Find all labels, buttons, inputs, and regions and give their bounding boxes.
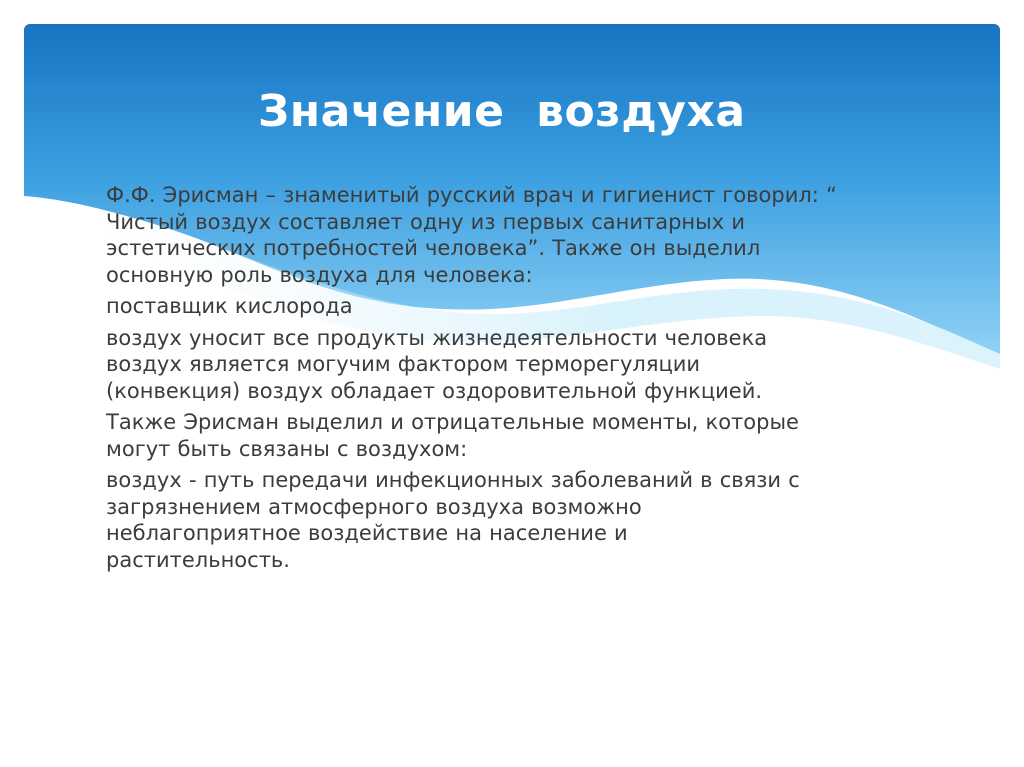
text-line: Чистый воздух составляет одну из первых санитарных и bbox=[106, 209, 745, 234]
text-line: воздух является могучим фактором терморегуляции bbox=[106, 352, 701, 376]
text-line: основную роль воздуха для человека: bbox=[106, 262, 533, 287]
slide-body bbox=[106, 182, 976, 578]
paragraph-negative-moments bbox=[106, 409, 976, 462]
text-line: поставщик кислорода bbox=[106, 294, 353, 318]
slide-title: Значение воздуха bbox=[258, 86, 746, 137]
text-line: Ф.Ф. Эрисман – знаменитый русский врач и гигиенист говорил: “ bbox=[106, 183, 837, 207]
text-line: загрязнением атмосферного воздуха возможно bbox=[106, 494, 642, 519]
paragraph-oxygen bbox=[106, 293, 976, 320]
text-line: растительность. bbox=[106, 547, 290, 572]
text-line: могут быть связаны с воздухом: bbox=[106, 436, 468, 461]
text-line: воздух - путь передачи инфекционных заболеваний в связи с bbox=[106, 468, 800, 492]
text-line: неблагоприятное воздействие на население и bbox=[106, 521, 628, 545]
paragraph-infection bbox=[106, 467, 976, 573]
text-line: (конвекция) воздух обладает оздоровительной функцией. bbox=[106, 378, 763, 403]
text-line: эстетических потребностей человека”. Также он выделил bbox=[106, 236, 761, 260]
paragraph-air-functions bbox=[106, 325, 976, 405]
text-line: Также Эрисман выделил и отрицательные моменты, которые bbox=[106, 410, 799, 434]
slide bbox=[24, 24, 1000, 742]
text-line: воздух уносит все продукты жизнедеятельности человека bbox=[106, 325, 768, 350]
paragraph-erisman-quote bbox=[106, 182, 976, 288]
